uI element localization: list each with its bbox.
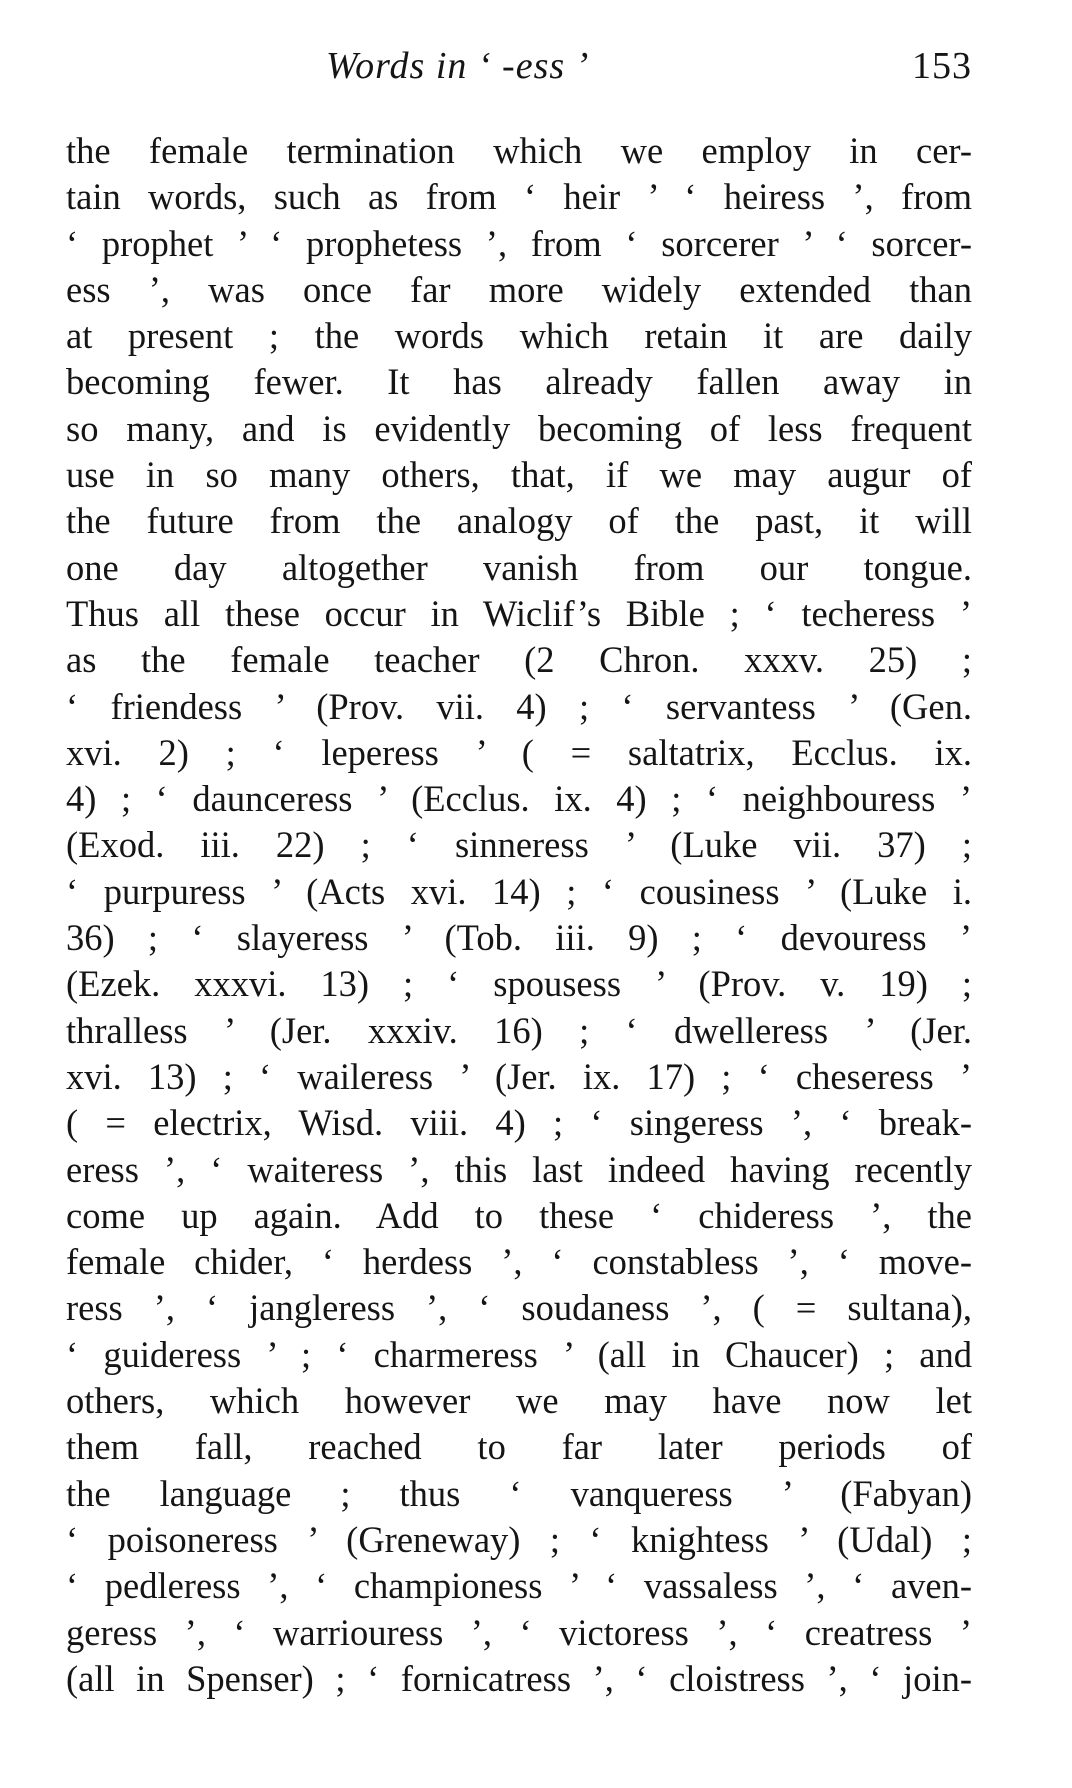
text-line: the future from the analogy of the past, it will [66, 500, 972, 542]
text-line: ‘ guideress ’ ; ‘ charmeress ’ (all in Chaucer) ; and [66, 1333, 972, 1375]
text-line: ress ’, ‘ jangleress ’, ‘ soudaness ’, ( = sultana), [66, 1287, 972, 1329]
text-line: ess ’, was once far more widely extended than [66, 268, 972, 310]
page-number: 153 [912, 45, 972, 87]
text-line: the language ; thus ‘ vanqueress ’ (Fabyan) [66, 1472, 972, 1514]
text-line: others, which however we may have now let [66, 1380, 972, 1422]
text-line: eress ’, ‘ waiteress ’, this last indeed having recently [66, 1148, 972, 1190]
text-line: one day altogether vanish from our tongue. [66, 546, 972, 588]
text-line: as the female teacher (2 Chron. xxxv. 25) ; [66, 639, 972, 681]
text-line: (Exod. iii. 22) ; ‘ sinneress ’ (Luke vii. 37) ; [66, 824, 972, 866]
text-line: the female termination which we employ in cer- [66, 130, 972, 171]
text-line: come up again. Add to these ‘ chideress ’, the [66, 1194, 972, 1236]
text-line: xvi. 13) ; ‘ waileress ’ (Jer. ix. 17) ; ‘ cheseress ’ [66, 1055, 972, 1097]
text-line: xvi. 2) ; ‘ leperess ’ ( = saltatrix, Ecclus. ix. [66, 731, 972, 773]
text-line: becoming fewer. It has already fallen away in [66, 361, 972, 403]
text-line: Thus all these occur in Wiclif’s Bible ; ‘ techeress ’ [66, 592, 972, 634]
text-line: ‘ purpuress ’ (Acts xvi. 14) ; ‘ cousiness ’ (Luke i. [66, 870, 972, 912]
text-line: geress ’, ‘ warriouress ’, ‘ victoress ’, ‘ creatress ’ [66, 1611, 972, 1653]
text-line: tain words, such as from ‘ heir ’ ‘ heiress ’, from [66, 176, 972, 218]
text-line: 4) ; ‘ daunceress ’ (Ecclus. ix. 4) ; ‘ neighbouress ’ [66, 778, 972, 820]
text-line: so many, and is evidently becoming of less frequent [66, 407, 972, 449]
text-line: (all in Spenser) ; ‘ fornicatress ’, ‘ cloistress ’, ‘ join- [66, 1657, 972, 1699]
text-line: at present ; the words which retain it are daily [66, 315, 972, 357]
text-line: ‘ pedleress ’, ‘ championess ’ ‘ vassaless ’, ‘ aven- [66, 1565, 972, 1607]
text-line: them fall, reached to far later periods of [66, 1426, 972, 1468]
text-line: 36) ; ‘ slayeress ’ (Tob. iii. 9) ; ‘ devouress ’ [66, 917, 972, 959]
text-line: use in so many others, that, if we may augur of [66, 454, 972, 496]
body-text [66, 128, 972, 1702]
text-line: ( = electrix, Wisd. viii. 4) ; ‘ singeress ’, ‘ break- [66, 1102, 972, 1144]
running-head [64, 44, 972, 98]
text-line: ‘ poisoneress ’ (Greneway) ; ‘ knightess ’ (Udal) ; [66, 1518, 972, 1560]
text-line: thralless ’ (Jer. xxxiv. 16) ; ‘ dwelleress ’ (Jer. [66, 1009, 972, 1051]
text-line: female chider, ‘ herdess ’, ‘ constabless ’, ‘ move- [66, 1241, 972, 1283]
running-head-title: Words in ‘ -ess ’ [326, 45, 590, 87]
text-line: ‘ friendess ’ (Prov. vii. 4) ; ‘ servantess ’ (Gen. [66, 685, 972, 727]
text-line: ‘ prophet ’ ‘ prophetess ’, from ‘ sorcerer ’ ‘ sorcer- [66, 222, 972, 264]
text-line: (Ezek. xxxvi. 13) ; ‘ spousess ’ (Prov. v. 19) ; [66, 963, 972, 1005]
